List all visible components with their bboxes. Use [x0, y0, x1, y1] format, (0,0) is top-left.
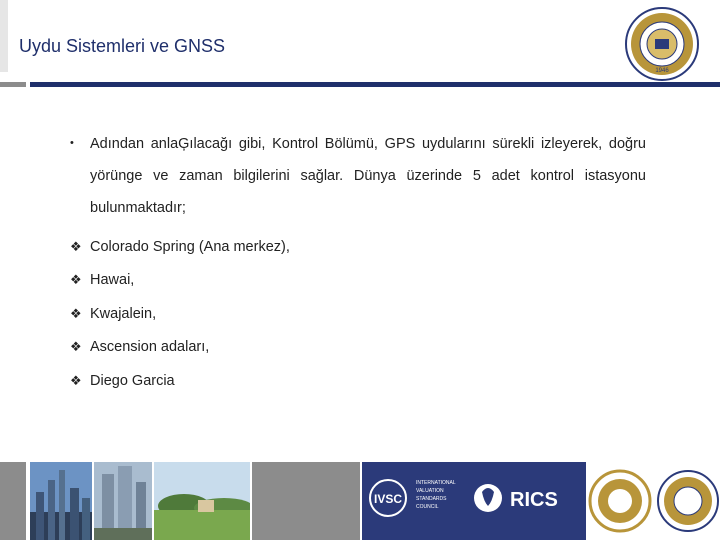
list-item	[70, 264, 646, 298]
svg-text:VALUATION: VALUATION	[416, 488, 444, 494]
slide-content	[70, 128, 646, 398]
station-label: Ascension adaları,	[90, 339, 210, 356]
diamond-bullet-icon: ❖	[70, 238, 82, 254]
header-rule-blue	[30, 82, 720, 87]
diamond-bullet-icon: ❖	[70, 372, 82, 388]
list-item	[70, 297, 646, 331]
svg-text:INTERNATIONAL: INTERNATIONAL	[416, 480, 456, 486]
svg-text:RICS: RICS	[510, 489, 558, 511]
svg-text:COUNCIL: COUNCIL	[416, 504, 439, 510]
paragraph-text: Adından anlaĢılacağı gibi, Kontrol Bölümü, GPS uydularını sürekli izleyerek, doğru yörünge ve zaman bilgilerini sağlar. Dünya üzerinde 5 adet kontrol istasyonu bulunmaktadır;	[90, 136, 646, 216]
university-seals	[588, 462, 720, 540]
slide-title: Uydu Sistemleri ve GNSS	[19, 36, 226, 56]
left-accent-bar	[0, 0, 8, 72]
bullet-dot-icon: •	[70, 137, 74, 149]
station-list	[70, 230, 646, 398]
footer-grey-strip	[0, 462, 26, 540]
towers-image	[94, 462, 152, 540]
station-label: Kwajalein,	[90, 305, 157, 322]
footer-banner	[0, 462, 720, 540]
svg-text:IVSC: IVSC	[373, 492, 403, 506]
logo-panel	[362, 462, 586, 540]
station-label: Colorado Spring (Ana merkez),	[90, 238, 290, 255]
ankara-university-seal-icon	[624, 6, 700, 82]
list-item	[70, 331, 646, 365]
city-skyline-image	[30, 462, 92, 540]
svg-text:1946: 1946	[655, 68, 669, 74]
diamond-bullet-icon: ❖	[70, 305, 82, 321]
station-label: Hawai,	[90, 272, 135, 289]
list-item	[70, 230, 646, 264]
diamond-bullet-icon: ❖	[70, 272, 82, 288]
ivsc-rics-logos	[362, 462, 586, 540]
landscape-image	[154, 462, 250, 540]
footer-grey-band	[252, 462, 360, 540]
svg-text:STANDARDS: STANDARDS	[416, 496, 447, 502]
station-label: Diego Garcia	[90, 372, 175, 389]
list-item	[70, 364, 646, 398]
header-rule-grey	[0, 82, 26, 87]
diamond-bullet-icon: ❖	[70, 339, 82, 355]
intro-paragraph	[70, 128, 646, 224]
